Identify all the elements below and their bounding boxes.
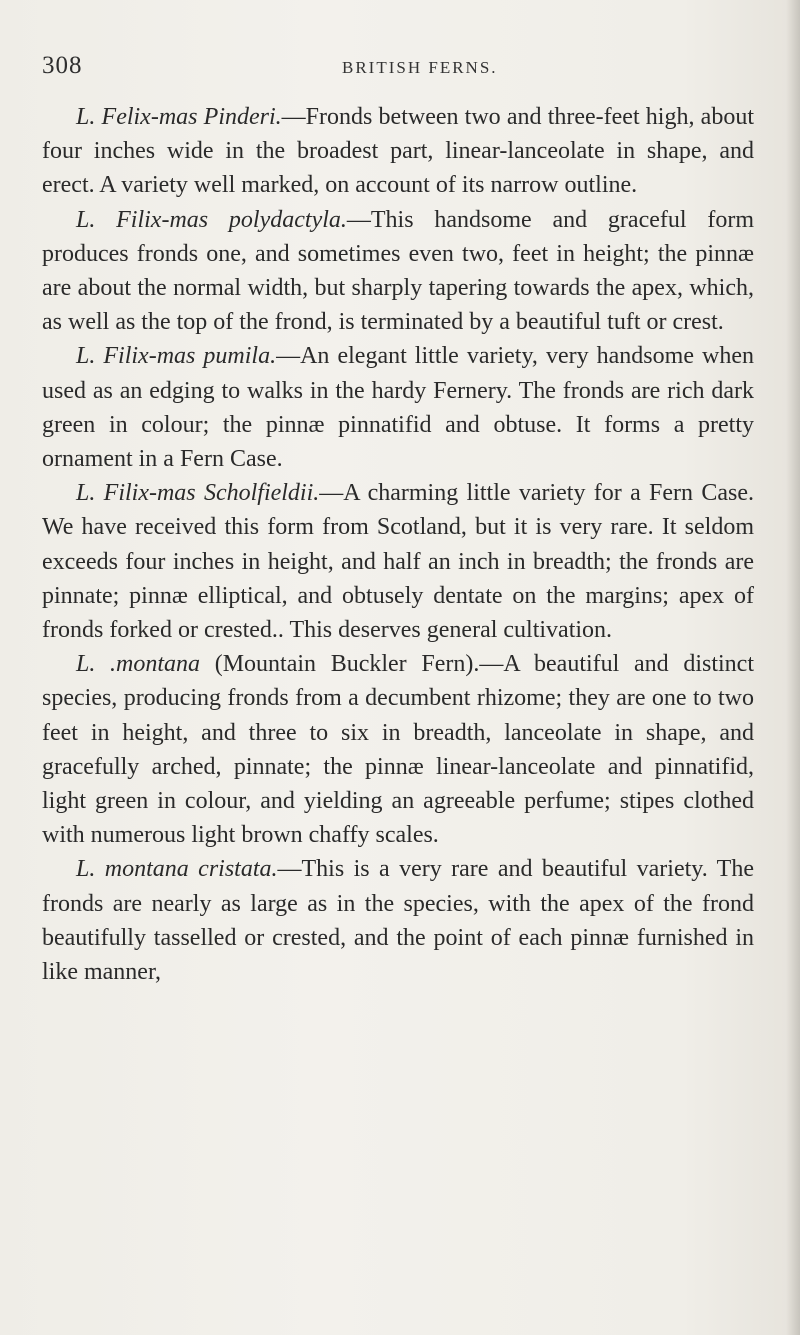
paragraph-text: (Mountain Buckler Fern).—A beautiful and distinct species, producing fronds from a decumbent rhizome; they are one to two feet in height, and three to six in breadth, lanceolate in shape, and gracefully arched, pinnate; the pinnæ linear-lanceolate and pinnatifid, light green in colour, and yielding an agreeable perfume; stipes clothed with numerous light brown chaffy scales. (42, 651, 754, 849)
species-name: L. montana cristata. (76, 856, 278, 883)
paragraph-text: —Fronds between two and three-feet high, about four inches wide in the broadest part, linear-lanceolate in shape, and erect. A variety well marked, on account of its narrow outline. (42, 104, 754, 199)
paragraph-pinderi (42, 100, 754, 203)
page-edge-shadow (786, 0, 800, 1335)
body-text (42, 100, 754, 989)
paragraph-pumila (42, 339, 754, 476)
species-name: L. Felix-mas Pinderi. (76, 104, 282, 130)
paragraph-text: —A charming little variety for a Fern Case. We have received this form from Scotland, but it is very rare. It seldom exceeds four inches in height, and half an inch in breadth; the fronds are pinnate; pinnæ elliptical, and obtusely dentate on the margins; apex of fronds forked or crested.. This deserves general cultivation. (42, 480, 754, 644)
page-number: 308 (42, 52, 83, 79)
paragraph-text: —An elegant little variety, very handsome when used as an edging to walks in the hardy Fernery. The fronds are rich dark green in colour; the pinnæ pinnatifid and obtuse. It forms a pretty ornament in a Fern Case. (42, 343, 754, 473)
paragraph-text: —This handsome and graceful form produces fronds one, and sometimes even two, feet in height; the pinnæ are about the normal width, but sharply tapering towards the apex, which, as well as the top of the frond, is terminated by a beautiful tuft or crest. (42, 206, 754, 336)
species-name: L. .montana (76, 651, 201, 678)
running-head: BRITISH FERNS. (342, 58, 498, 77)
paragraph-polydactyla (42, 203, 754, 340)
species-name: L. Filix-mas pumila. (76, 343, 277, 370)
species-name: L. Filix-mas polydactyla. (76, 206, 347, 233)
paragraph-text: —This is a very rare and beautiful variety. The fronds are nearly as large as in the species, with the apex of the frond beautifully tasselled or crested, and the point of each pinnæ furnished in like manner, (42, 856, 754, 986)
paragraph-scholfieldii (42, 476, 754, 647)
paragraph-montana (42, 647, 754, 852)
page-header (42, 52, 742, 86)
species-name: L. Filix-mas Scholfieldii. (76, 480, 320, 507)
paragraph-montana-cristata (42, 852, 754, 989)
